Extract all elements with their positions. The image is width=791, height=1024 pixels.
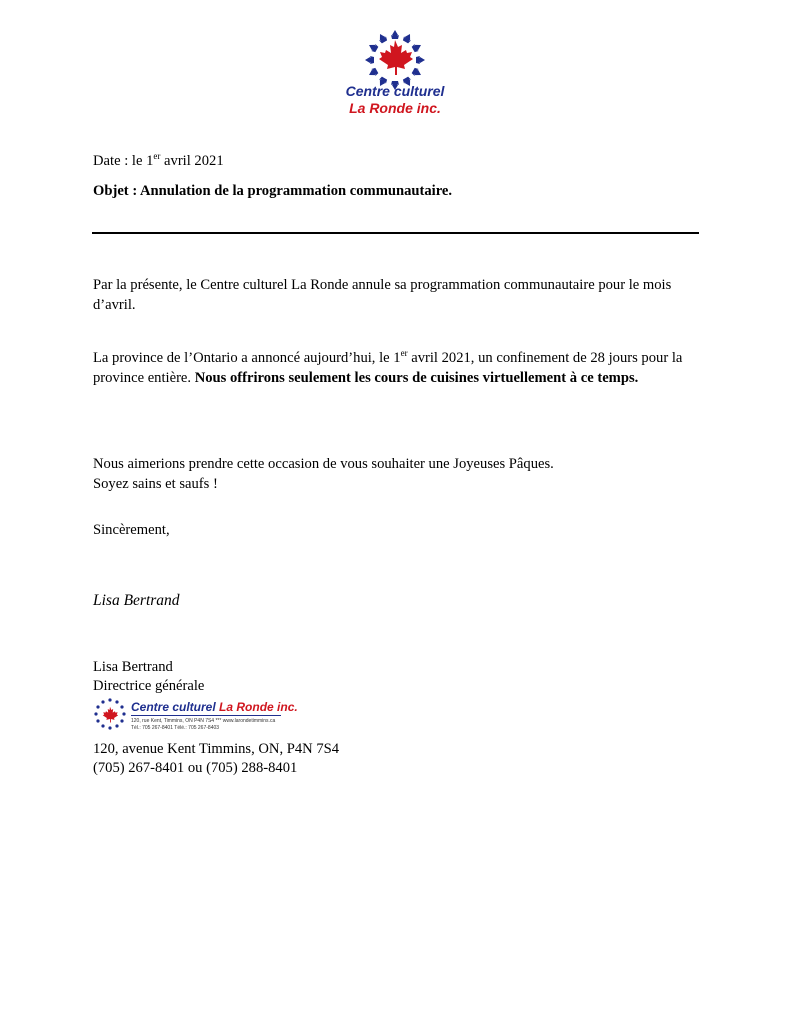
- closing: Sincèrement,: [93, 522, 170, 538]
- footer-small-phones: Tél.: 705 267-8401 Télé.: 705 267-8403: [131, 725, 220, 731]
- signatory-name: Lisa Bertrand: [93, 659, 173, 675]
- logo-title-line2: La Ronde inc.: [349, 100, 441, 116]
- footer-address: 120, avenue Kent Timmins, ON, P4N 7S4: [93, 741, 340, 757]
- paragraph-lockdown: La province de l’Ontario a annoncé aujourd’hui, le 1er avril 2021, un confinement de 28 jours pour la province entière. Nous offrirons seulement les cours de cuisines virtuellement à ce temps.: [93, 348, 683, 386]
- header-divider: [92, 232, 699, 234]
- paragraph-cancellation: Par la présente, le Centre culturel La Ronde annule sa programmation communautaire pour le mois d’avril.: [93, 277, 672, 313]
- letter-date: Date : le 1er avril 2021: [93, 151, 224, 169]
- paragraph-wishes-line1: Nous aimerions prendre cette occasion de vous souhaiter une Joyeuses Pâques.: [93, 456, 554, 472]
- letter-subject: Objet : Annulation de la programmation communautaire.: [93, 183, 453, 199]
- paragraph-wishes-line2: Soyez sains et saufs !: [93, 476, 218, 492]
- handwritten-signature: Lisa Bertrand: [93, 592, 180, 609]
- footer-brand: Centre culturel La Ronde inc.: [131, 700, 298, 714]
- footer-phones: (705) 267-8401 ou (705) 288-8401: [93, 760, 298, 776]
- footer-small-address: 120, rue Kent, Timmins, ON P4N 7S4 *** www.larondetimmins.ca: [131, 718, 276, 724]
- signatory-title: Directrice générale: [93, 678, 205, 694]
- footer-brand-underline: [131, 715, 281, 716]
- logo-title-line1: Centre culturel: [345, 83, 445, 99]
